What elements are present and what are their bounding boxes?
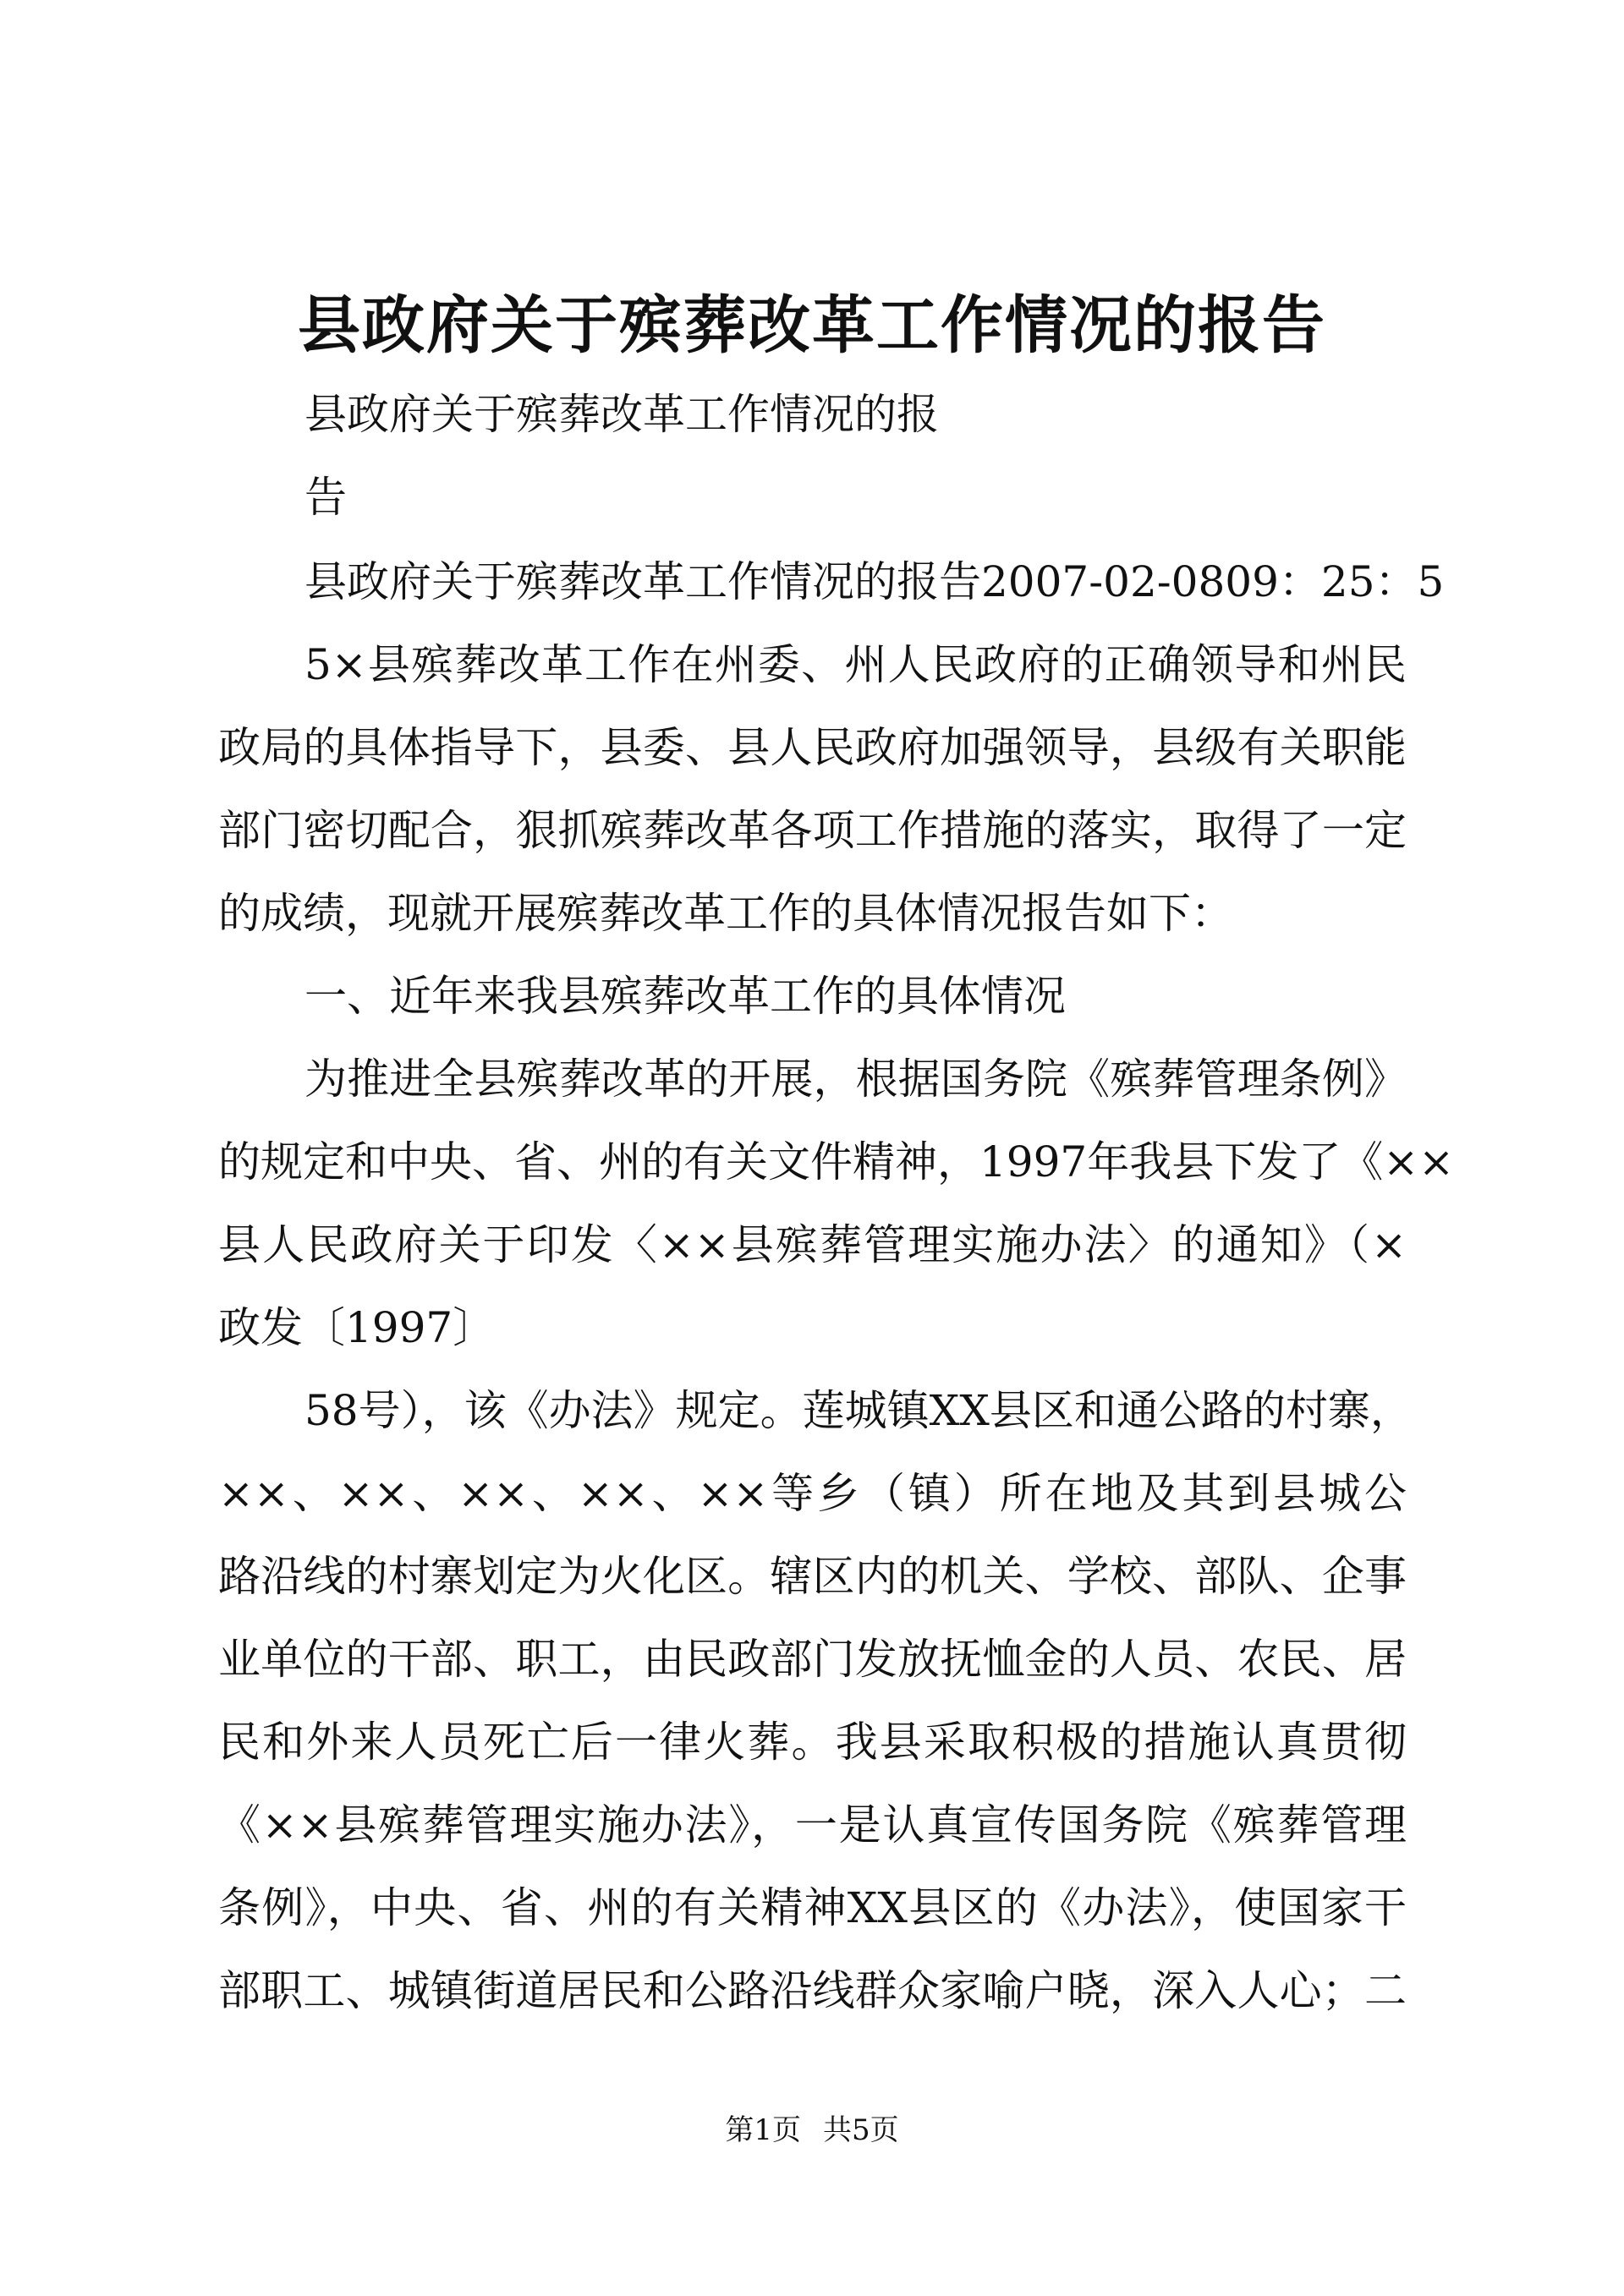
paragraph-line: 条例》，中央、省、州的有关精神XX县区的《办法》，使国家干 bbox=[218, 1883, 1407, 1932]
paragraph-line: 部职工、城镇街道居民和公路沿线群众家喻户晓，深入人心；二 bbox=[218, 1966, 1407, 2015]
page-total: 共5页 bbox=[823, 2113, 899, 2147]
subtitle-line-2: 告 bbox=[304, 473, 347, 522]
paragraph-line: 58号），该《办法》规定。莲城镇XX县区和通公路的村寨， bbox=[304, 1386, 1413, 1435]
paragraph-line: 民和外来人员死亡后一律火葬。我县采取积极的措施认真贯彻 bbox=[218, 1718, 1407, 1767]
paragraph-line: 路沿线的村寨划定为火化区。辖区内的机关、学校、部队、企事 bbox=[218, 1552, 1407, 1601]
page-number: 第1页 bbox=[725, 2113, 801, 2147]
page-footer bbox=[0, 2110, 1624, 2151]
paragraph-line: 的成绩，现就开展殡葬改革工作的具体情况报告如下： bbox=[218, 889, 1233, 938]
paragraph-line: 的规定和中央、省、州的有关文件精神，1997年我县下发了《×× bbox=[218, 1137, 1455, 1186]
paragraph-line: 政发〔1997〕 bbox=[218, 1303, 496, 1352]
paragraph-line: ××、××、××、××、××等乡（镇）所在地及其到县城公 bbox=[218, 1469, 1407, 1518]
subtitle-line-1: 县政府关于殡葬改革工作情况的报 bbox=[304, 390, 939, 439]
paragraph-line: 部门密切配合，狠抓殡葬改革各项工作措施的落实，取得了一定 bbox=[218, 806, 1407, 855]
paragraph-line: 《××县殡葬管理实施办法》，一是认真宣传国务院《殡葬管理 bbox=[218, 1800, 1407, 1849]
document-title: 县政府关于殡葬改革工作情况的报告 bbox=[298, 289, 1326, 362]
paragraph-line: 业单位的干部、职工，由民政部门发放抚恤金的人员、农民、居 bbox=[218, 1635, 1407, 1684]
dateline: 县政府关于殡葬改革工作情况的报告2007-02-0809：25：5 bbox=[304, 557, 1445, 606]
paragraph-line: 政局的具体指导下，县委、县人民政府加强领导，县级有关职能 bbox=[218, 723, 1407, 772]
paragraph-line: 为推进全县殡葬改革的开展，根据国务院《殡葬管理条例》 bbox=[304, 1055, 1407, 1104]
section-heading: 一、近年来我县殡葬改革工作的具体情况 bbox=[304, 972, 1066, 1021]
paragraph-line: 5×县殡葬改革工作在州委、州人民政府的正确领导和州民 bbox=[304, 640, 1407, 689]
paragraph-line: 县人民政府关于印发〈××县殡葬管理实施办法〉的通知》（× bbox=[218, 1220, 1407, 1269]
